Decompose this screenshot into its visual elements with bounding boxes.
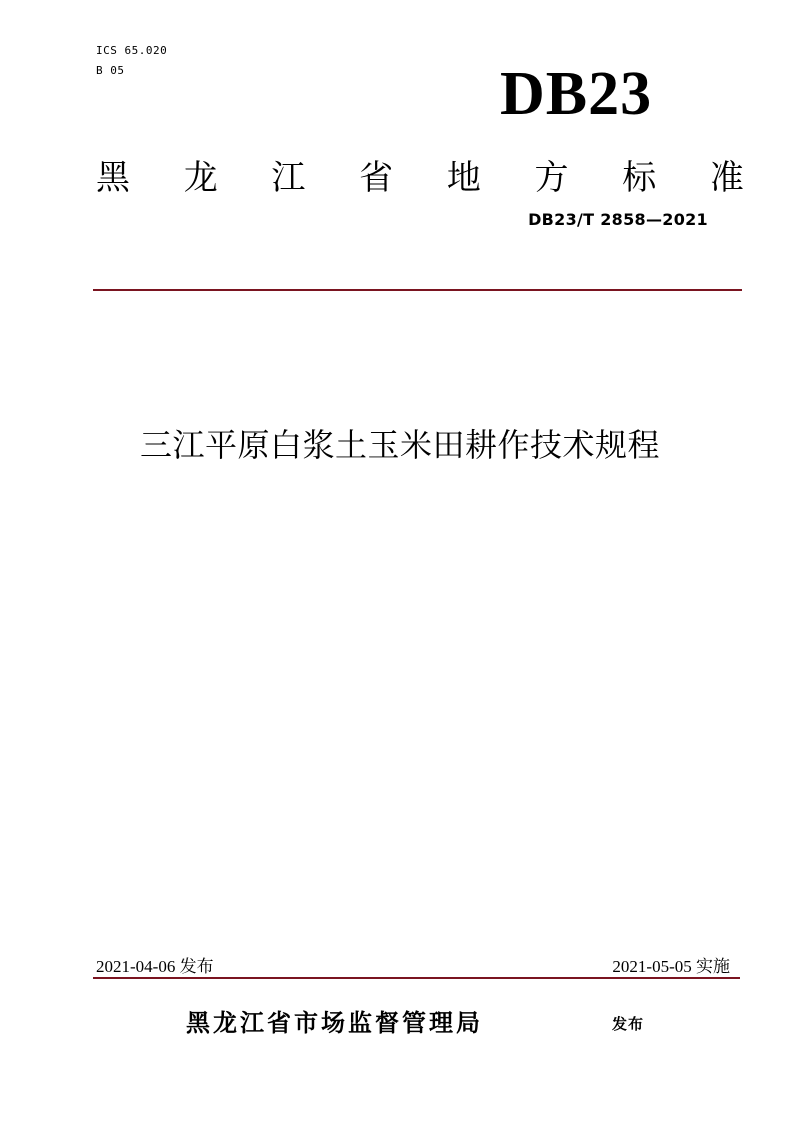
standard-type-char: 省 <box>359 158 394 198</box>
top-divider <box>93 289 742 291</box>
db-logo: DB23 <box>500 60 653 128</box>
standard-type-char: 方 <box>534 158 569 198</box>
standard-type-heading <box>96 156 744 200</box>
standard-type-char: 标 <box>622 158 657 198</box>
bottom-divider <box>93 977 740 979</box>
standard-number: DB23/T 2858—2021 <box>528 210 708 229</box>
standard-type-char: 龙 <box>183 158 218 198</box>
standard-type-char: 地 <box>446 158 481 198</box>
standard-type-char: 准 <box>709 158 744 198</box>
implementation-date: 2021-05-05 实施 <box>612 957 730 976</box>
ccs-code: B 05 <box>96 64 125 77</box>
issuer-name: 黑龙江省市场监督管理局 <box>186 1009 483 1037</box>
standard-type-char: 黑 <box>96 158 130 198</box>
issue-date: 2021-04-06 发布 <box>96 957 214 976</box>
issuer-suffix: 发布 <box>612 1015 645 1033</box>
document-title: 三江平原白浆土玉米田耕作技术规程 <box>139 426 660 464</box>
ics-code: ICS 65.020 <box>96 44 168 57</box>
standard-type-char: 江 <box>271 158 306 198</box>
